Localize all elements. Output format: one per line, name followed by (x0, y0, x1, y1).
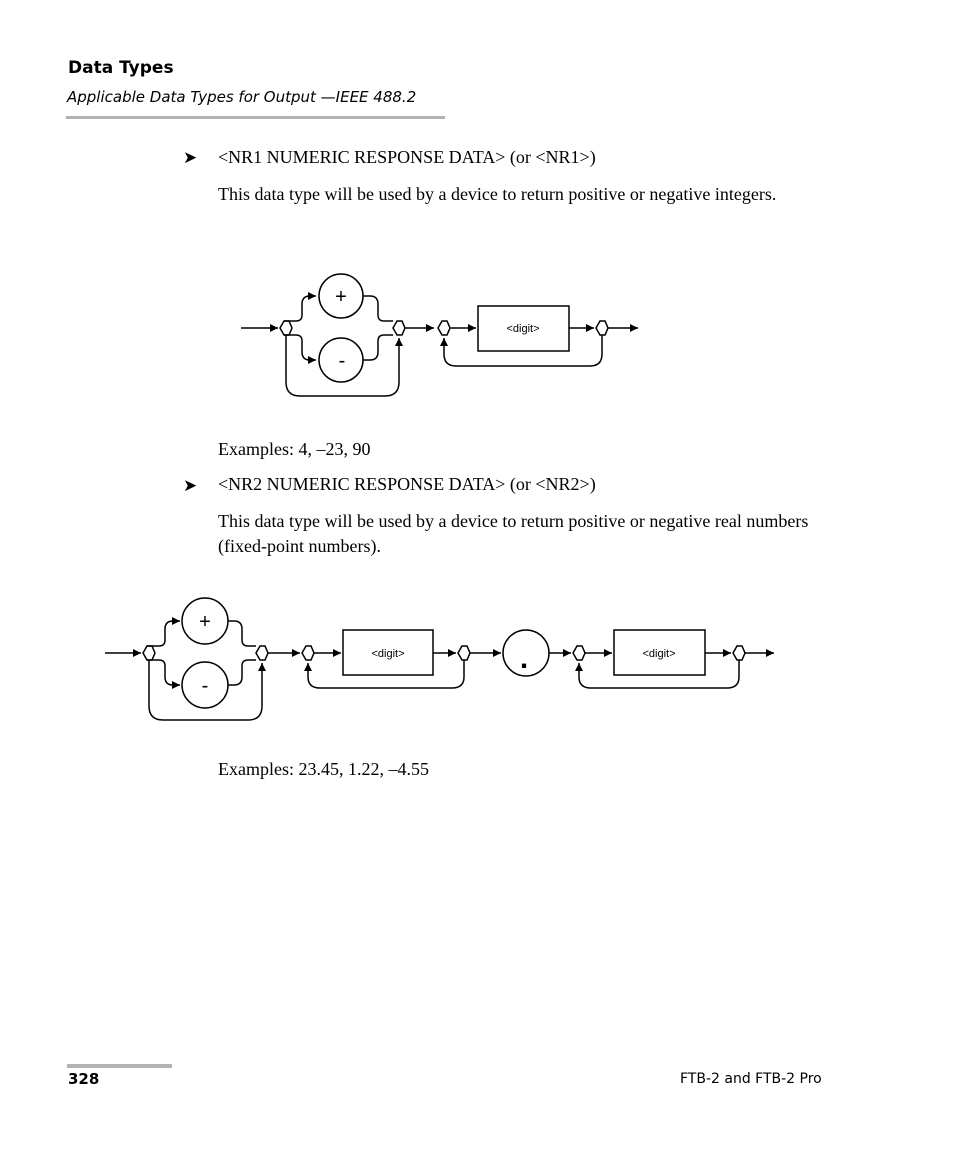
nr2-heading: <NR2 NUMERIC RESPONSE DATA> (or <NR2>) (218, 474, 596, 494)
junction-node (733, 646, 745, 660)
junction-node (256, 646, 268, 660)
nr1-description: This data type will be used by a device to return positive or negative integers. (218, 184, 777, 204)
junction-node (458, 646, 470, 660)
bullet-arrow-icon: ➤ (183, 148, 198, 167)
digit-box-label: <digit> (371, 648, 405, 660)
junction-node (573, 646, 585, 660)
digit-box-label: <digit> (506, 323, 540, 335)
section-subtitle: Applicable Data Types for Output —IEEE 488.2 (67, 88, 417, 106)
bullet-arrow-icon: ➤ (183, 476, 198, 495)
section-title: Data Types (68, 58, 174, 78)
page-number: 328 (68, 1070, 100, 1088)
digit-box-label: <digit> (642, 648, 676, 660)
decimal-point-label: . (519, 642, 529, 675)
footer-divider (67, 1064, 172, 1068)
plus-label: + (199, 611, 211, 633)
junction-node (302, 646, 314, 660)
nr2-examples: Examples: 23.45, 1.22, –4.55 (218, 759, 429, 779)
nr1-heading: <NR1 NUMERIC RESPONSE DATA> (or <NR1>) (218, 147, 596, 167)
product-name: FTB-2 and FTB-2 Pro (680, 1071, 822, 1087)
plus-label: + (335, 286, 347, 308)
minus-label: - (338, 350, 346, 372)
minus-label: - (201, 675, 209, 697)
nr2-description: This data type will be used by a device to return positive or negative real numbers (fixed-point numbers). (218, 511, 809, 556)
nr1-examples: Examples: 4, –23, 90 (218, 439, 371, 459)
junction-node (143, 646, 155, 660)
